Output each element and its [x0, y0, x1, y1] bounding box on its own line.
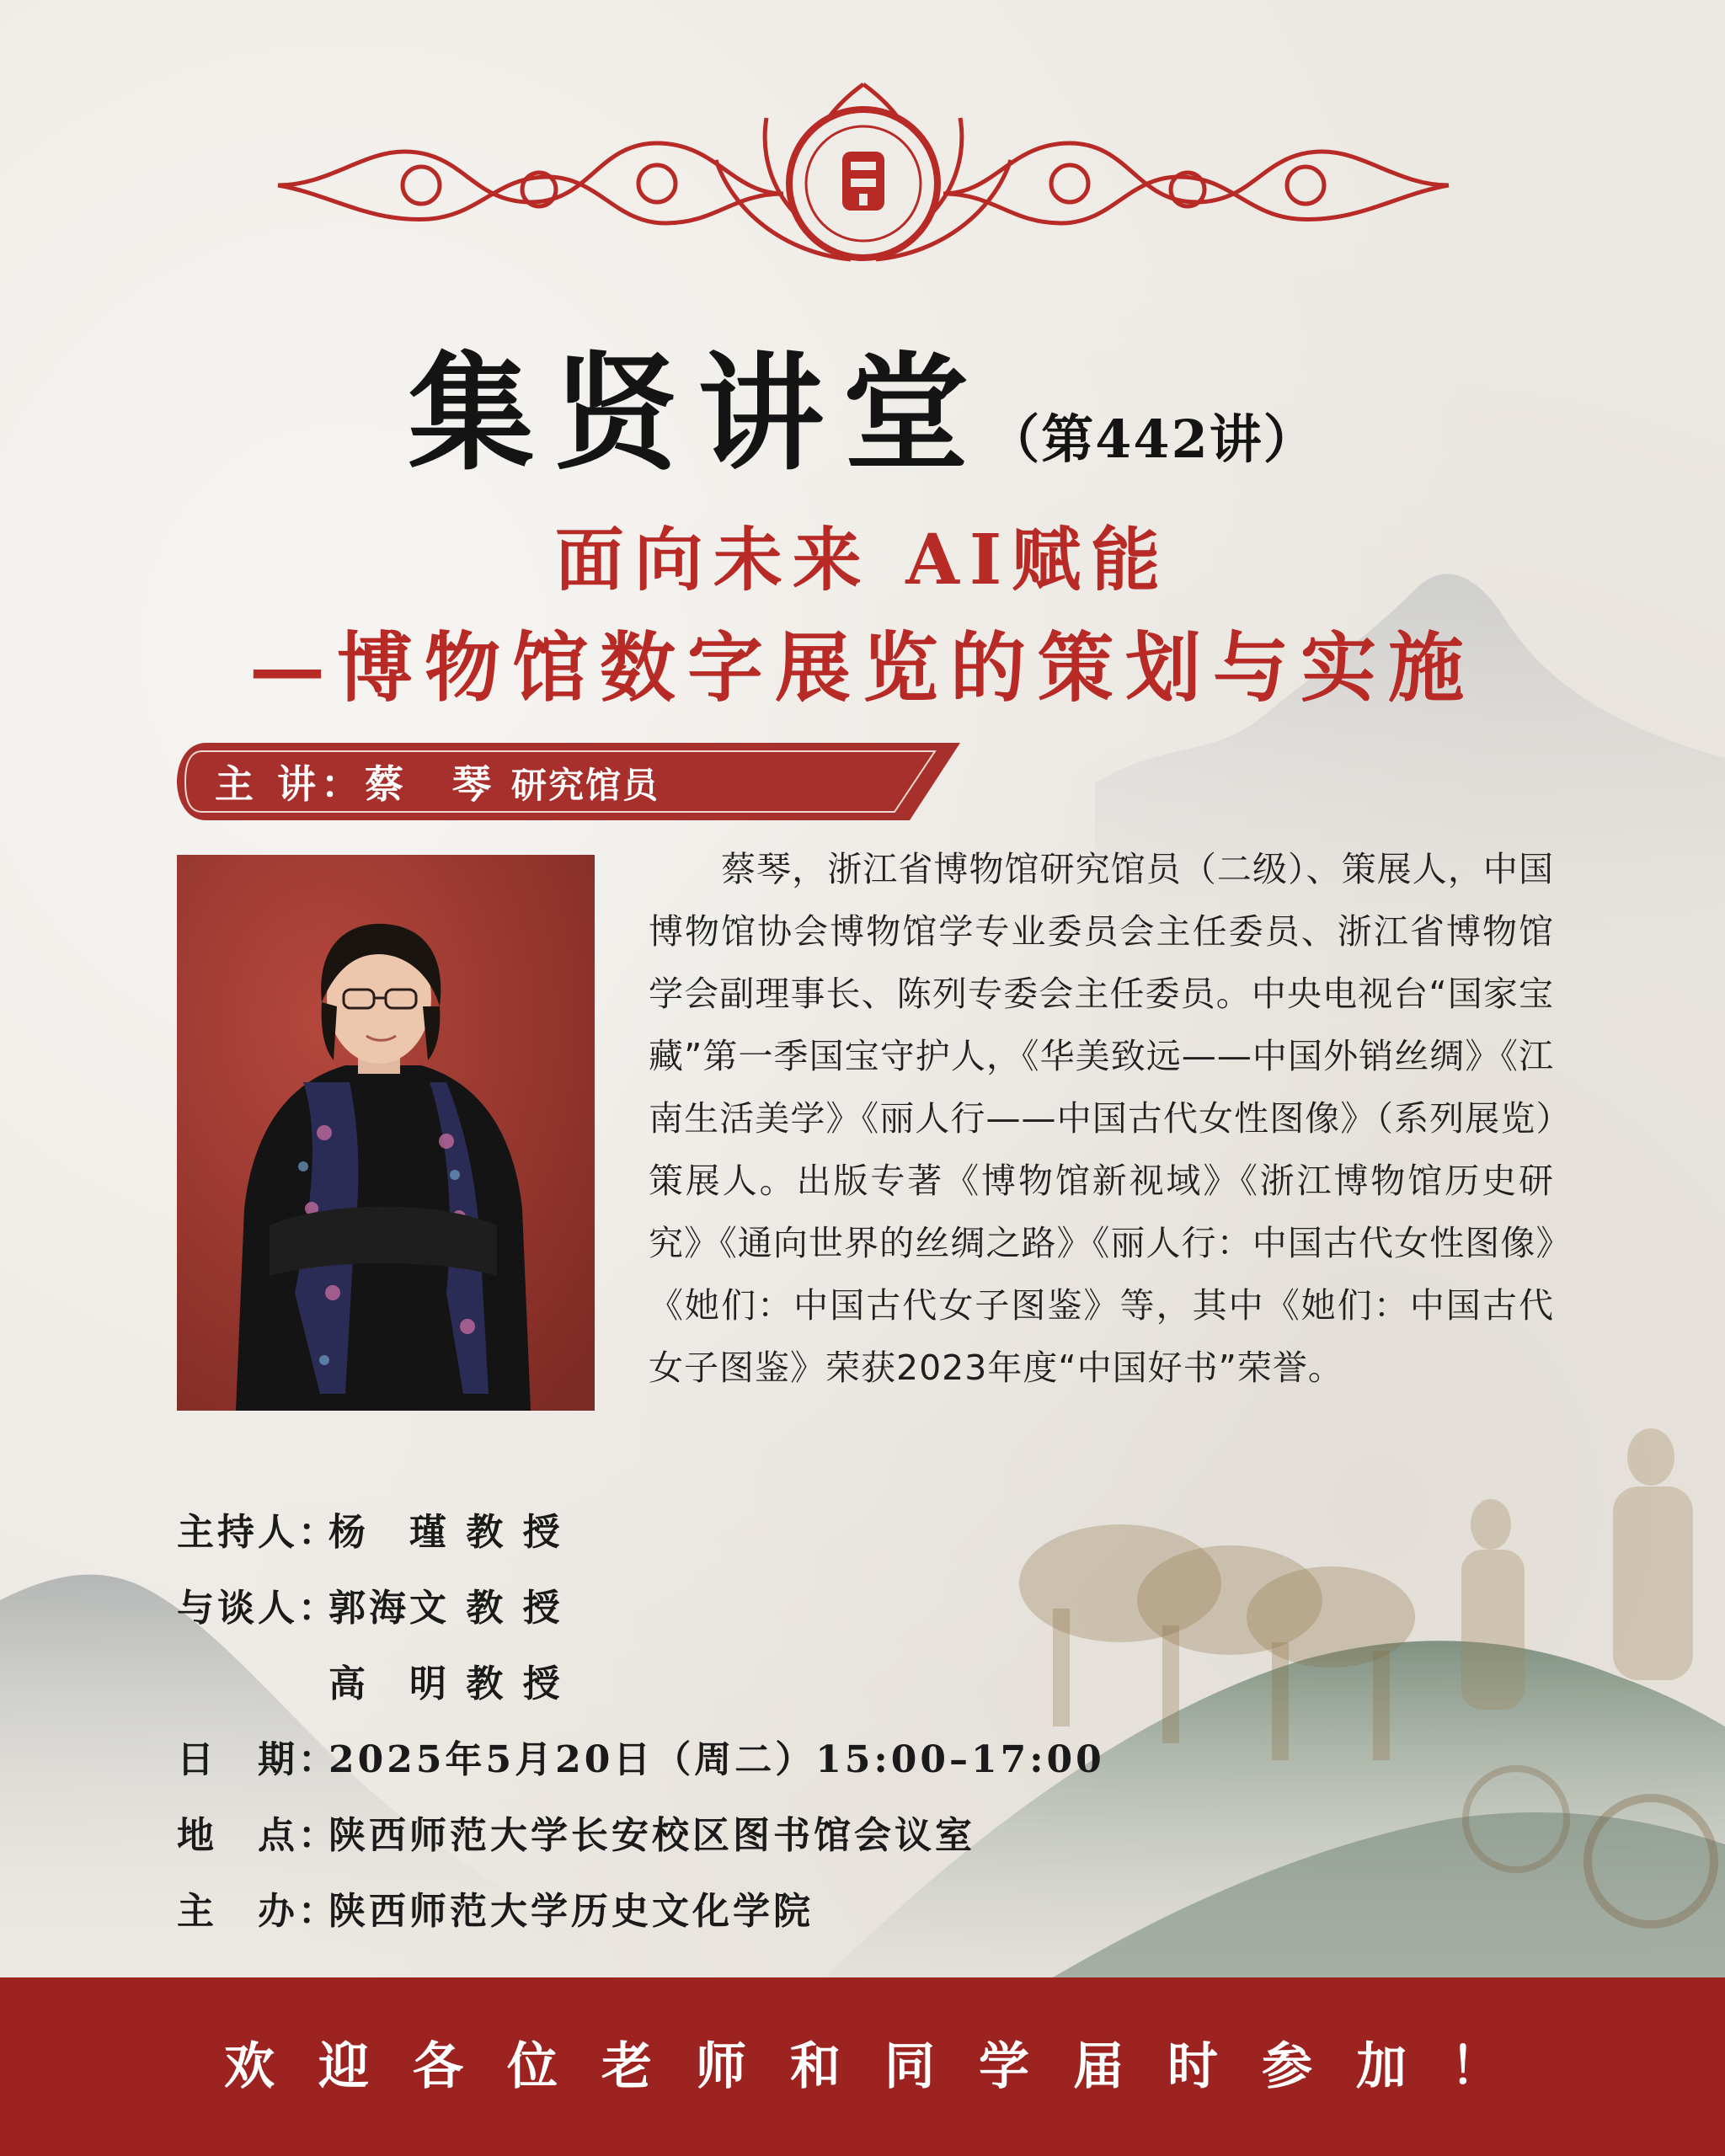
speaker-line	[215, 755, 660, 814]
subtitle-line-1: 面向未来 AI赋能	[554, 520, 1171, 600]
top-ornament	[261, 67, 1466, 270]
footer-welcome-text: 欢迎各位老师和同学届时参加！	[224, 2037, 1545, 2096]
speaker-photo	[177, 855, 595, 1411]
discussant-value-1: 郭海文 教 授	[328, 1587, 563, 1630]
organizer-value: 陕西师范大学历史文化学院	[328, 1890, 814, 1933]
title-row	[0, 312, 1725, 494]
event-info	[177, 1495, 1105, 1950]
speaker-name: 主 讲：蔡 琴	[215, 761, 497, 807]
date-row	[177, 1722, 1105, 1798]
lecture-number: （第442讲）	[987, 408, 1317, 470]
host-label: 主持人：	[177, 1511, 339, 1554]
organizer-label: 主 办：	[177, 1890, 339, 1933]
speaker-biography: 蔡琴，浙江省博物馆研究馆员（二级）、策展人，中国博物馆协会博物馆学专业委员会主任委员、浙江省博物馆学会副理事长、陈列专委会主任委员。中央电视台“国家宝藏”第一季国宝守护人，《华美致远——中国外销丝绸》《江南生活美学》《丽人行——中国古代女性图像》（系列展览）策展人。出版专著《博物馆新视域》《浙江博物馆历史研究》《通向世界的丝绸之路》《丽人行：中国古代女性图像》《她们：中国古代女子图鉴》等，其中《她们：中国古代女子图鉴》荣获2023年度“中国好书”荣誉。	[649, 849, 1554, 1388]
organizer-row	[177, 1874, 1105, 1950]
host-row	[177, 1495, 1105, 1571]
main-title: 集贤讲堂	[408, 339, 988, 488]
place-label: 地 点：	[177, 1814, 339, 1857]
date-label: 日 期：	[177, 1738, 339, 1781]
discussant-label: 与谈人：	[177, 1587, 339, 1630]
footer-band	[0, 1977, 1725, 2156]
place-value: 陕西师范大学长安校区图书馆会议室	[328, 1814, 975, 1857]
discussant-row	[177, 1571, 1105, 1646]
discussant-row-2	[177, 1646, 1105, 1722]
date-value: 2025年5月20日（周二）15:00–17:00	[328, 1738, 1105, 1781]
subtitle-line-2: —博物馆数字展览的策划与实施	[249, 623, 1476, 712]
host-value: 杨 瑾 教 授	[328, 1511, 563, 1554]
speaker-title: 研究馆员	[511, 765, 660, 806]
place-row	[177, 1798, 1105, 1874]
discussant-value-2: 高 明 教 授	[328, 1662, 563, 1705]
